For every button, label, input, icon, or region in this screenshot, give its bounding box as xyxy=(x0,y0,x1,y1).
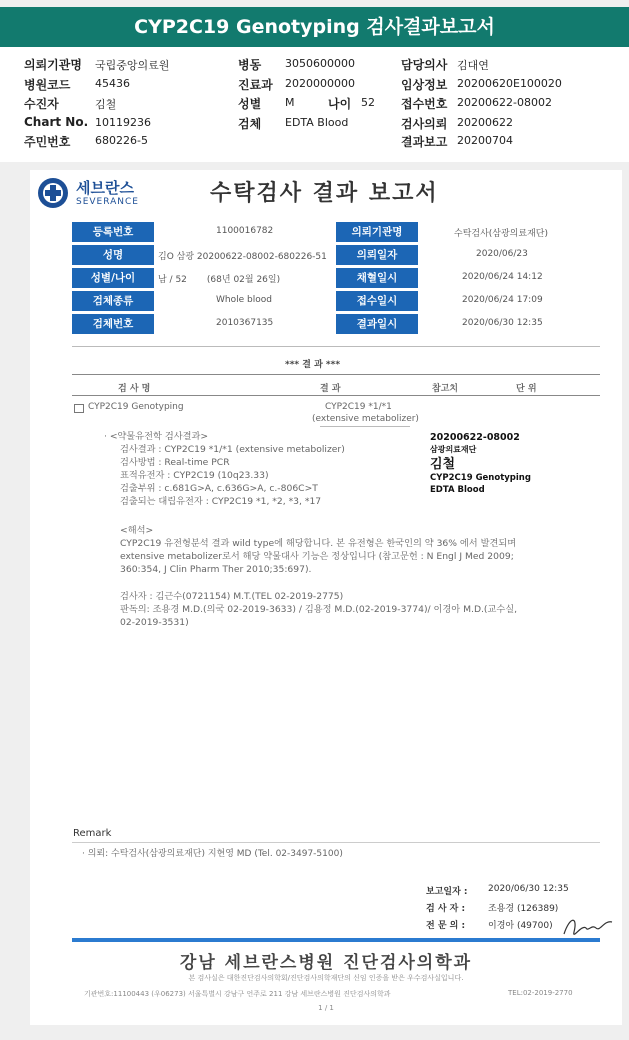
sign-value: 이경아 (49700) xyxy=(488,921,553,931)
test-name: CYP2C19 Genotyping xyxy=(88,402,184,412)
document-title: CYP2C19 Genotyping 검사결과보고서 xyxy=(0,7,629,47)
hdr-label: 검사의뢰 xyxy=(401,117,448,131)
specimen-label: CYP2C19 Genotyping xyxy=(430,473,531,483)
remark-line: · 의뢰: 수탁검사(삼광의료재단) 지현영 MD (Tel. 02-3497-5100) xyxy=(82,849,343,859)
info-value: 수탁검사(삼광의료재단) xyxy=(454,229,548,239)
detail-line: 검사결과 : CYP2C19 *1/*1 (extensive metabolizer) xyxy=(120,444,345,455)
hdr-value: 10119236 xyxy=(95,116,151,129)
detail-line: 표적유전자 : CYP2C19 (10q23.33) xyxy=(120,470,269,481)
hdr-value: 680226-5 xyxy=(95,134,148,147)
info-label: 채혈일시 xyxy=(336,268,418,288)
result-heading: *** 결 과 *** xyxy=(285,360,341,370)
staff-line: 02-2019-3531) xyxy=(120,617,189,628)
page-number: 1 / 1 xyxy=(318,1004,334,1012)
info-value: Whole blood xyxy=(216,295,272,305)
shield-icon xyxy=(36,176,70,210)
hdr-label: 접수번호 xyxy=(401,97,448,111)
staff-line: 검사자 : 김근수(0721154) M.T.(TEL 02-2019-2775) xyxy=(120,591,344,602)
hdr-value: 20200622-08002 xyxy=(457,96,552,109)
interpretation-line: <해석> xyxy=(120,525,154,536)
hdr-label: 주민번호 xyxy=(24,135,71,149)
col-header: 참고치 xyxy=(432,384,459,394)
staff-line: 판독의: 조용경 M.D.(의국 02-2019-3633) / 김용정 M.D.(02-2019-3774)/ 이경아 M.D.(교수실, xyxy=(120,604,518,615)
info-value: 남 / 52 (68년 02월 26일) xyxy=(158,275,281,285)
hdr-value: 20200622 xyxy=(457,116,513,129)
info-value: 2010367135 xyxy=(216,318,274,328)
hdr-label: 결과보고 xyxy=(401,135,448,149)
logo-text-kr: 세브란스 xyxy=(76,179,134,197)
severance-logo xyxy=(36,176,156,212)
detail-line: · <약물유전학 검사결과> xyxy=(104,431,209,442)
hdr-label: 성별 xyxy=(238,97,262,111)
hdr-value: 20200704 xyxy=(457,134,513,147)
footer-address: 기관번호:11100443 (우06273) 서울특별시 강남구 언주로 211 강남 세브란스병원 진단검사의학과 xyxy=(84,990,391,998)
info-value: 2020/06/24 14:12 xyxy=(462,272,543,282)
header-info xyxy=(0,47,629,162)
hdr-value: M xyxy=(285,96,295,109)
hdr-value: 45436 xyxy=(95,77,130,90)
hdr-value: 2020000000 xyxy=(285,77,355,90)
specimen-label: 20200622-08002 xyxy=(430,432,520,443)
footer-tel: TEL:02-2019-2770 xyxy=(508,989,573,997)
interpretation-line: 360:354, J Clin Pharm Ther 2010;35:697). xyxy=(120,564,312,575)
footer-title: 강남 세브란스병원 진단검사의학과 xyxy=(179,953,473,973)
footer-band xyxy=(72,938,600,942)
detail-line: 검출부위 : c.681G>A, c.636G>A, c.-806C>T xyxy=(120,483,318,494)
scanned-report xyxy=(30,170,622,1025)
specimen-label: EDTA Blood xyxy=(430,485,485,495)
hdr-label: 의뢰기관명 xyxy=(24,58,82,72)
hdr-label: 임상정보 xyxy=(401,78,448,92)
hdr-label: 병동 xyxy=(238,58,262,72)
hdr-label: Chart No. xyxy=(24,115,89,129)
logo-text-en: SEVERANCE xyxy=(76,197,139,207)
checkbox-icon xyxy=(74,404,84,413)
detail-line: 검출되는 대립유전자 : CYP2C19 *1, *2, *3, *17 xyxy=(120,496,322,507)
hdr-value: EDTA Blood xyxy=(285,116,349,129)
report-title: 수탁검사 결과 보고서 xyxy=(210,181,439,206)
hdr-label: 병원코드 xyxy=(24,78,71,92)
info-value: 김O 삼광 20200622-08002-680226-51 xyxy=(158,252,327,262)
info-label: 접수일시 xyxy=(336,291,418,311)
hdr-label: 검체 xyxy=(238,117,262,131)
info-label: 검체번호 xyxy=(72,314,154,334)
divider xyxy=(72,346,600,347)
col-header: 결 과 xyxy=(320,384,341,394)
info-value: 1100016782 xyxy=(216,226,274,236)
sign-label: 보고일자 : xyxy=(426,887,468,897)
info-label: 성별/나이 xyxy=(72,268,154,288)
info-label: 성명 xyxy=(72,245,154,265)
sign-label: 전 문 의 : xyxy=(426,921,466,931)
hdr-label: 수진자 xyxy=(24,97,59,111)
col-header: 검 사 명 xyxy=(118,384,151,394)
specimen-label: 김철 xyxy=(430,457,456,472)
info-label: 검체종류 xyxy=(72,291,154,311)
interpretation-line: extensive metabolizer로서 해당 약물대사 기능은 정상입니다 (참고문헌 : N Engl J Med 2009; xyxy=(120,551,514,562)
info-value: 2020/06/24 17:09 xyxy=(462,295,543,305)
test-result-note: (extensive metabolizer) xyxy=(312,414,419,424)
hdr-value: 김철 xyxy=(95,98,117,111)
remark-title: Remark xyxy=(73,828,112,839)
info-label: 의뢰기관명 xyxy=(336,222,418,242)
divider xyxy=(320,426,410,427)
hdr-label: 담당의사 xyxy=(401,58,448,72)
test-result: CYP2C19 *1/*1 xyxy=(325,402,392,412)
footer-sub: 본 검사실은 대한진단검사의학회/진단검사의학재단의 신임 인증을 받은 우수검사실입니다. xyxy=(188,974,464,982)
info-value: 2020/06/23 xyxy=(476,249,528,259)
divider xyxy=(72,842,600,843)
sign-value: 조용경 (126389) xyxy=(488,904,559,914)
hdr-value: 52 xyxy=(361,96,375,109)
sign-value: 2020/06/30 12:35 xyxy=(488,884,569,894)
divider xyxy=(72,395,600,396)
info-value: 2020/06/30 12:35 xyxy=(462,318,543,328)
info-label: 의뢰일자 xyxy=(336,245,418,265)
detail-line: 검사방법 : Real-time PCR xyxy=(120,457,230,468)
interpretation-line: CYP2C19 유전형분석 결과 wild type에 해당합니다. 본 유전형은 한국인의 약 36% 에서 발견되며 xyxy=(120,538,517,549)
divider xyxy=(72,374,600,375)
col-header: 단 위 xyxy=(516,384,537,394)
hdr-value: 20200620E100020 xyxy=(457,77,562,90)
info-label: 결과일시 xyxy=(336,314,418,334)
specimen-label: 삼광의료재단 xyxy=(430,445,477,454)
hdr-label: 나이 xyxy=(328,97,352,111)
info-label: 등록번호 xyxy=(72,222,154,242)
hdr-value: 3050600000 xyxy=(285,57,355,70)
sign-label: 검 사 자 : xyxy=(426,904,466,914)
hdr-value: 김대연 xyxy=(457,59,489,72)
hdr-label: 진료과 xyxy=(238,78,273,92)
hdr-value: 국립중앙의료원 xyxy=(95,59,170,72)
